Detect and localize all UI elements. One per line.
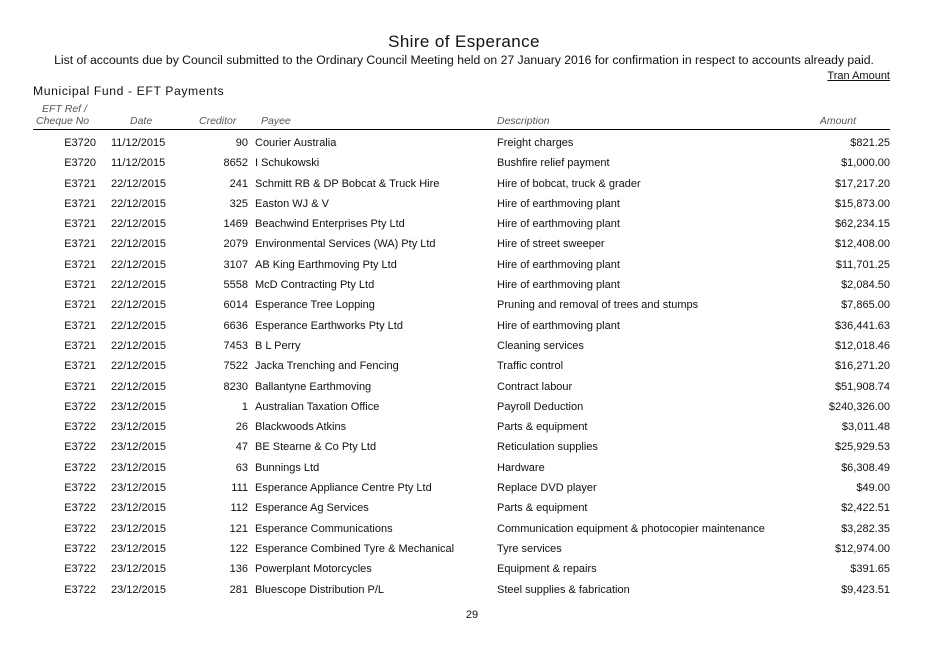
cell-creditor: 241: [229, 177, 248, 190]
table-row: [0, 214, 928, 234]
cell-amount: $1,000.00: [841, 157, 890, 170]
cell-description: Hire of earthmoving plant: [497, 218, 620, 231]
cell-ref: E3722: [64, 400, 96, 413]
cell-creditor: 8230: [223, 380, 248, 393]
cell-ref: E3721: [64, 360, 96, 373]
cell-creditor: 111: [231, 482, 248, 495]
cell-description: Contract labour: [497, 380, 573, 393]
cell-ref: E3721: [64, 380, 96, 393]
table-row: [0, 153, 928, 173]
page-number: 29: [465, 609, 479, 621]
header-divider: [33, 129, 890, 130]
cell-ref: E3722: [64, 522, 96, 535]
cell-amount: $6,308.49: [841, 461, 890, 474]
cell-amount: $25,929.53: [834, 441, 890, 454]
cell-description: Reticulation supplies: [497, 441, 598, 454]
table-row: [0, 295, 928, 315]
cell-creditor: 5558: [223, 279, 248, 292]
cell-creditor: 2079: [223, 238, 248, 251]
cell-amount: $16,271.20: [834, 360, 890, 373]
cell-amount: $3,282.35: [841, 522, 890, 535]
table-row: [0, 194, 928, 214]
cell-ref: E3722: [64, 563, 96, 576]
table-row: [0, 234, 928, 254]
cell-date: 23/12/2015: [111, 542, 167, 555]
cell-description: Hire of earthmoving plant: [497, 319, 620, 332]
table-row: [0, 437, 928, 457]
cell-payee: Beachwind Enterprises Pty Ltd: [255, 218, 405, 231]
cell-amount: $12,018.46: [834, 339, 890, 352]
cell-ref: E3722: [64, 482, 96, 495]
cell-description: Bushfire relief payment: [497, 157, 610, 170]
cell-creditor: 281: [229, 583, 248, 596]
cell-payee: Courier Australia: [255, 137, 337, 149]
cell-payee: Jacka Trenching and Fencing: [255, 360, 399, 373]
cell-amount: $240,326.00: [828, 400, 890, 413]
cell-amount: $12,974.00: [834, 542, 890, 555]
cell-payee: Esperance Ag Services: [255, 502, 369, 515]
cell-amount: $12,408.00: [834, 238, 890, 251]
cell-date: 22/12/2015: [111, 360, 167, 373]
table-row: [0, 397, 928, 417]
cell-amount: $9,423.51: [841, 583, 890, 596]
cell-creditor: 7453: [223, 339, 248, 352]
cell-amount: $36,441.63: [834, 319, 890, 332]
cell-creditor: 8652: [223, 157, 248, 170]
table-row: [0, 417, 928, 437]
column-header-amount: Amount: [819, 115, 856, 127]
cell-description: Steel supplies & fabrication: [497, 583, 630, 596]
column-header-date: Date: [130, 115, 153, 127]
cell-payee: AB King Earthmoving Pty Ltd: [255, 258, 397, 271]
cell-amount: $391.65: [850, 563, 890, 576]
tran-amount-label: Tran Amount: [827, 70, 890, 82]
cell-ref: E3721: [64, 177, 96, 190]
cell-ref: E3721: [64, 218, 96, 231]
cell-ref: E3721: [64, 238, 96, 251]
cell-date: 22/12/2015: [111, 197, 167, 210]
column-header-description: Description: [497, 115, 550, 127]
cell-payee: Bluescope Distribution P/L: [255, 583, 385, 596]
cell-creditor: 26: [235, 421, 248, 434]
cell-ref: E3721: [64, 319, 96, 332]
cell-payee: BE Stearne & Co Pty Ltd: [255, 441, 377, 454]
cell-date: 23/12/2015: [111, 421, 167, 434]
cell-ref: E3722: [64, 583, 96, 596]
cell-creditor: 7522: [223, 360, 248, 373]
cell-description: Parts & equipment: [497, 502, 588, 515]
cell-payee: McD Contracting Pty Ltd: [255, 279, 375, 292]
cell-date: 22/12/2015: [111, 299, 167, 312]
cell-date: 23/12/2015: [111, 400, 167, 413]
table-row: [0, 356, 928, 376]
cell-date: 23/12/2015: [111, 441, 167, 454]
cell-amount: $17,217.20: [834, 177, 890, 190]
cell-date: 23/12/2015: [111, 583, 167, 596]
cell-payee: Ballantyne Earthmoving: [255, 380, 372, 393]
cell-ref: E3722: [64, 461, 96, 474]
cell-description: Freight charges: [497, 137, 574, 149]
cell-payee: B L Perry: [255, 339, 301, 352]
cell-date: 22/12/2015: [111, 380, 167, 393]
cell-ref: E3720: [64, 157, 96, 170]
table-row: [0, 458, 928, 478]
table-row: [0, 498, 928, 518]
cell-amount: $2,422.51: [841, 502, 890, 515]
cell-ref: E3721: [64, 279, 96, 292]
cell-amount: $15,873.00: [834, 197, 890, 210]
cell-payee: Esperance Combined Tyre & Mechanical: [255, 542, 455, 555]
table-row: [0, 316, 928, 336]
cell-payee: Esperance Communications: [255, 522, 393, 535]
cell-description: Tyre services: [497, 542, 562, 555]
table-row: [0, 559, 928, 579]
table-row: [0, 519, 928, 539]
cell-description: Hire of bobcat, truck & grader: [497, 177, 641, 190]
cell-date: 22/12/2015: [111, 319, 167, 332]
cell-date: 23/12/2015: [111, 502, 167, 515]
cell-creditor: 6636: [223, 319, 248, 332]
cell-ref: E3721: [64, 299, 96, 312]
cell-date: 22/12/2015: [111, 218, 167, 231]
section-title: Municipal Fund - EFT Payments: [33, 84, 225, 98]
cell-creditor: 112: [230, 502, 248, 515]
cell-date: 23/12/2015: [111, 522, 167, 535]
cell-payee: Esperance Earthworks Pty Ltd: [255, 319, 403, 332]
cell-creditor: 1469: [223, 218, 248, 231]
cell-creditor: 136: [229, 563, 248, 576]
cell-payee: Bunnings Ltd: [255, 461, 320, 474]
cell-date: 22/12/2015: [111, 177, 167, 190]
cell-date: 22/12/2015: [111, 279, 167, 292]
cell-payee: Blackwoods Atkins: [255, 421, 347, 434]
cell-creditor: 1: [241, 400, 248, 413]
cell-amount: $49.00: [856, 482, 890, 495]
cell-description: Equipment & repairs: [497, 563, 597, 576]
cell-description: Cleaning services: [497, 339, 584, 352]
table-row: [0, 478, 928, 498]
cell-creditor: 63: [235, 461, 248, 474]
cell-date: 23/12/2015: [111, 461, 167, 474]
payments-table: [0, 133, 928, 600]
cell-date: 11/12/2015: [111, 137, 166, 149]
cell-date: 23/12/2015: [111, 563, 167, 576]
cell-payee: Easton WJ & V: [255, 197, 329, 210]
cell-payee: I Schukowski: [255, 157, 320, 170]
table-row: [0, 255, 928, 275]
cell-payee: Powerplant Motorcycles: [255, 563, 372, 576]
cell-date: 11/12/2015: [111, 157, 166, 170]
cell-creditor: 122: [229, 542, 248, 555]
cell-amount: $2,084.50: [841, 279, 890, 292]
cell-description: Hire of earthmoving plant: [497, 258, 620, 271]
column-header-creditor: Creditor: [199, 115, 237, 127]
cell-ref: E3722: [64, 502, 96, 515]
table-row: [0, 133, 928, 153]
cell-description: Payroll Deduction: [497, 400, 584, 413]
document-title: Shire of Esperance: [388, 32, 540, 51]
table-row: [0, 174, 928, 194]
cell-ref: E3721: [64, 197, 96, 210]
cell-ref: E3722: [64, 542, 96, 555]
cell-description: Hire of street sweeper: [497, 238, 605, 251]
cell-date: 22/12/2015: [111, 339, 167, 352]
cell-creditor: 121: [229, 522, 248, 535]
cell-creditor: 6014: [223, 299, 248, 312]
cell-ref: E3722: [64, 441, 96, 454]
column-header-ref-line1: EFT Ref /: [42, 103, 87, 115]
cell-creditor: 90: [235, 137, 248, 149]
table-row: [0, 580, 928, 600]
cell-date: 22/12/2015: [111, 238, 167, 251]
cell-ref: E3721: [64, 339, 96, 352]
cell-description: Pruning and removal of trees and stumps: [497, 299, 699, 312]
cell-payee: Australian Taxation Office: [255, 400, 380, 413]
table-row: [0, 539, 928, 559]
cell-description: Hire of earthmoving plant: [497, 279, 620, 292]
cell-creditor: 47: [235, 441, 248, 454]
cell-amount: $62,234.15: [834, 218, 890, 231]
table-row: [0, 377, 928, 397]
cell-amount: $11,701.25: [835, 258, 890, 271]
cell-payee: Esperance Appliance Centre Pty Ltd: [255, 482, 432, 495]
cell-description: Parts & equipment: [497, 421, 588, 434]
table-row: [0, 275, 928, 295]
cell-description: Replace DVD player: [497, 482, 597, 495]
cell-date: 23/12/2015: [111, 482, 167, 495]
table-row: [0, 336, 928, 356]
column-header-ref-line2: Cheque No: [36, 115, 90, 127]
cell-date: 22/12/2015: [111, 258, 167, 271]
cell-description: Hardware: [497, 461, 545, 474]
cell-amount: $51,908.74: [834, 380, 890, 393]
cell-ref: E3721: [64, 258, 96, 271]
cell-creditor: 3107: [223, 258, 248, 271]
cell-creditor: 325: [229, 197, 248, 210]
document-subtitle: List of accounts due by Council submitted to the Ordinary Council Meeting held on 27 January 2016 for confirmation in respect to accounts already paid.: [54, 53, 874, 67]
cell-amount: $7,865.00: [841, 299, 890, 312]
cell-payee: Environmental Services (WA) Pty Ltd: [255, 238, 436, 251]
cell-description: Hire of earthmoving plant: [497, 197, 620, 210]
cell-ref: E3722: [64, 421, 96, 434]
cell-payee: Schmitt RB & DP Bobcat & Truck Hire: [255, 177, 440, 190]
cell-payee: Esperance Tree Lopping: [255, 299, 375, 312]
column-header-payee: Payee: [261, 115, 291, 127]
cell-amount: $821.25: [850, 137, 890, 149]
cell-description: Communication equipment & photocopier maintenance: [497, 522, 765, 535]
cell-amount: $3,011.48: [841, 421, 890, 434]
cell-ref: E3720: [64, 137, 96, 149]
cell-description: Traffic control: [497, 360, 564, 373]
